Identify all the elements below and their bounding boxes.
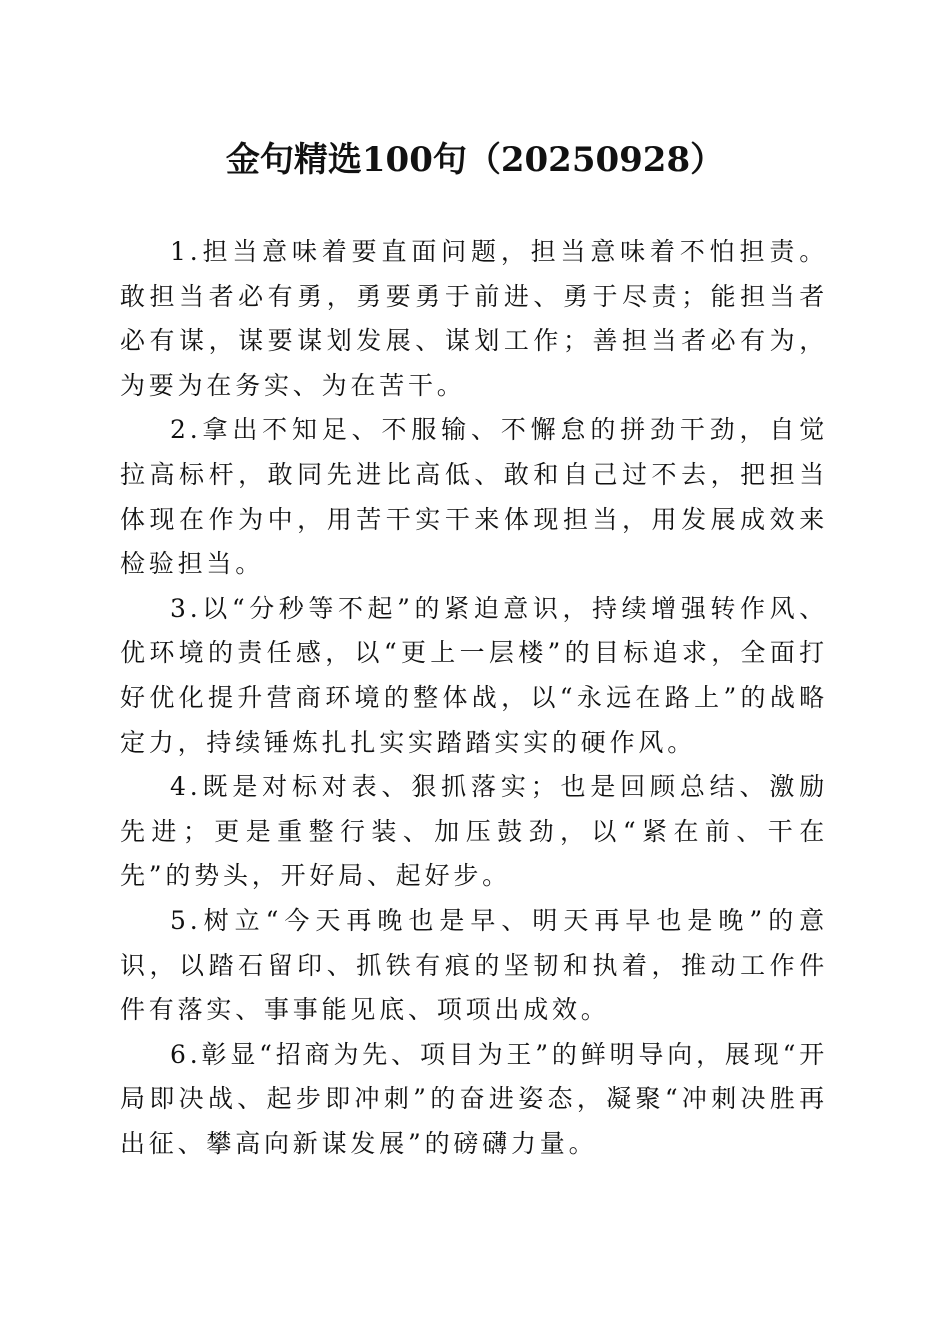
paragraph-2: 2.拿出不知足、不服输、不懈怠的拼劲干劲，自觉拉高标杆，敢同先进比高低、敢和自己过不去，把担当体现在作为中，用苦干实干来体现担当，用发展成效来检验担当。 [120, 415, 828, 579]
paragraph-6: 6.彰显“招商为先、项目为王”的鲜明导向，展现“开局即决战、起步即冲刺”的奋进姿态，凝聚“冲刺决胜再出征、攀高向新谋发展”的磅礴力量。 [120, 1039, 828, 1158]
document-title: 金句精选100句（20250928） [225, 140, 725, 180]
paragraph-5: 5.树立“今天再晚也是早、明天再早也是晚”的意识，以踏石留印、抓铁有痕的坚韧和执着，推动工作件件有落实、事事能见底、项项出成效。 [120, 905, 828, 1025]
paragraph-4: 4.既是对标对表、狠抓落实；也是回顾总结、激励先进；更是重整行装、加压鼓劲，以“紧在前、干在先”的势头，开好局、起好步。 [120, 772, 828, 891]
document-body [120, 230, 828, 1166]
paragraph-1: 1.担当意味着要直面问题，担当意味着不怕担责。敢担当者必有勇，勇要勇于前进、勇于尽责；能担当者必有谋，谋要谋划发展、谋划工作；善担当者必有为，为要为在务实、为在苦干。 [120, 237, 828, 400]
paragraph-3: 3.以“分秒等不起”的紧迫意识，持续增强转作风、优环境的责任感，以“更上一层楼”的目标追求，全面打好优化提升营商环境的整体战，以“永远在路上”的战略定力，持续锤炼扎扎实实踏踏实实的硬作风。 [120, 593, 828, 757]
